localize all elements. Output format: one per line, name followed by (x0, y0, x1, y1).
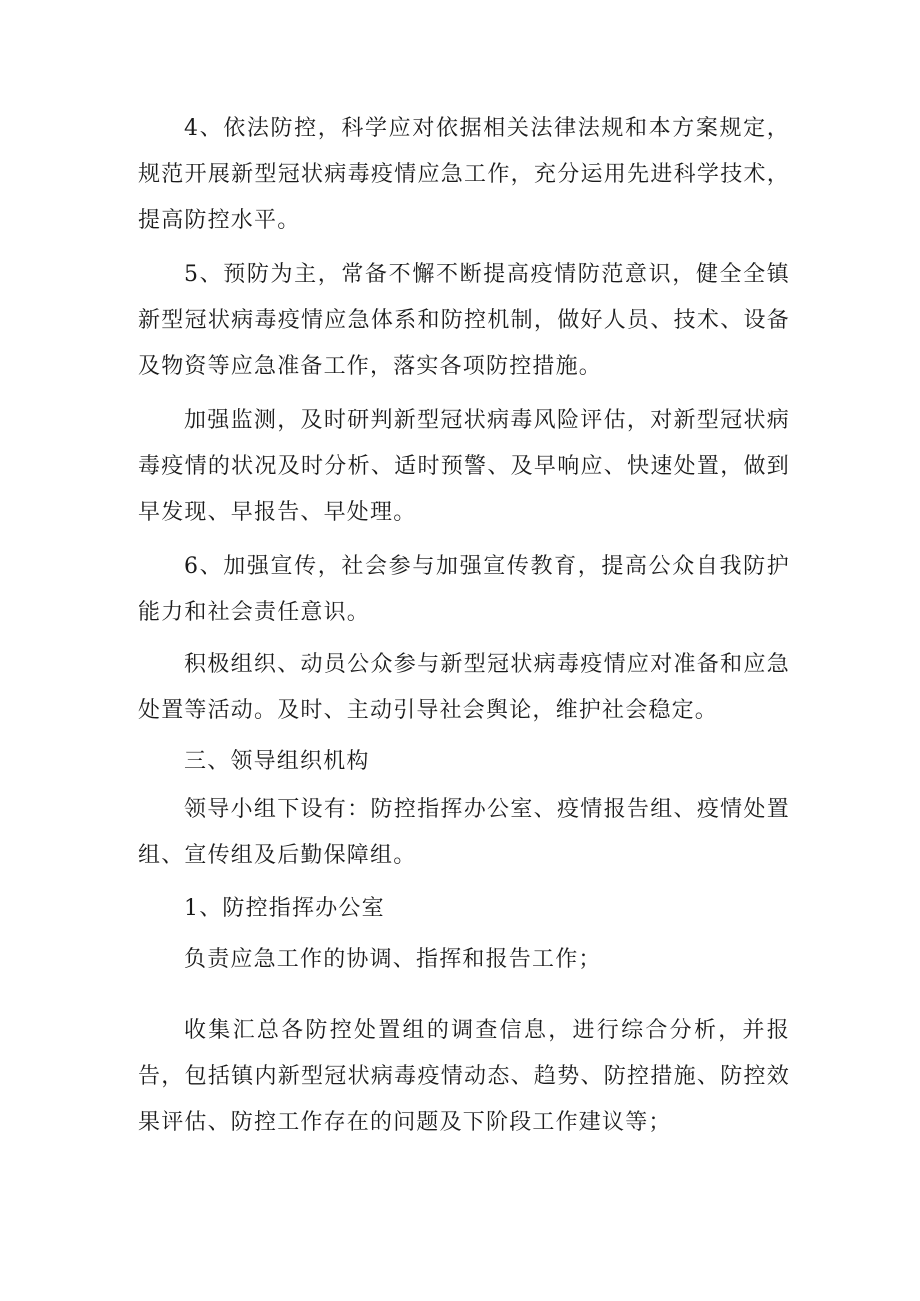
paragraph-principle-4: 4、依法防控，科学应对依据相关法律法规和本方案规定，规范开展新型冠状病毒疫情应急工作，充分运用先进科学技术，提高防控水平。 (138, 116, 790, 233)
paragraph-office-duty-2: 收集汇总各防控处置组的调查信息，进行综合分析，并报告，包括镇内新型冠状病毒疫情动态、趋势、防控措施、防控效果评估、防控工作存在的问题及下阶段工作建议等； (138, 1018, 790, 1135)
paragraph-principle-5: 5、预防为主，常备不懈不断提高疫情防范意识，健全全镇新型冠状病毒疫情应急体系和防控机制，做好人员、技术、设备及物资等应急准备工作，落实各项防控措施。 (138, 262, 790, 379)
paragraph-office-duty-1: 负责应急工作的协调、指挥和报告工作； (184, 947, 602, 972)
subheading-command-office: 1、防控指挥办公室 (184, 896, 385, 921)
paragraph-monitoring: 加强监测，及时研判新型冠状病毒风险评估，对新型冠状病毒疫情的状况及时分析、适时预警、及早响应、快速处置，做到早发现、早报告、早处理。 (138, 408, 790, 525)
paragraph-public-participation: 积极组织、动员公众参与新型冠状病毒疫情应对准备和应急处置等活动。及时、主动引导社会舆论，维护社会稳定。 (138, 652, 790, 723)
section-heading-leadership: 三、领导组织机构 (184, 749, 370, 774)
paragraph-principle-6: 6、加强宣传，社会参与加强宣传教育，提高公众自我防护能力和社会责任意识。 (138, 554, 790, 625)
paragraph-leadership-groups: 领导小组下设有：防控指挥办公室、疫情报告组、疫情处置组、宣传组及后勤保障组。 (138, 797, 790, 868)
